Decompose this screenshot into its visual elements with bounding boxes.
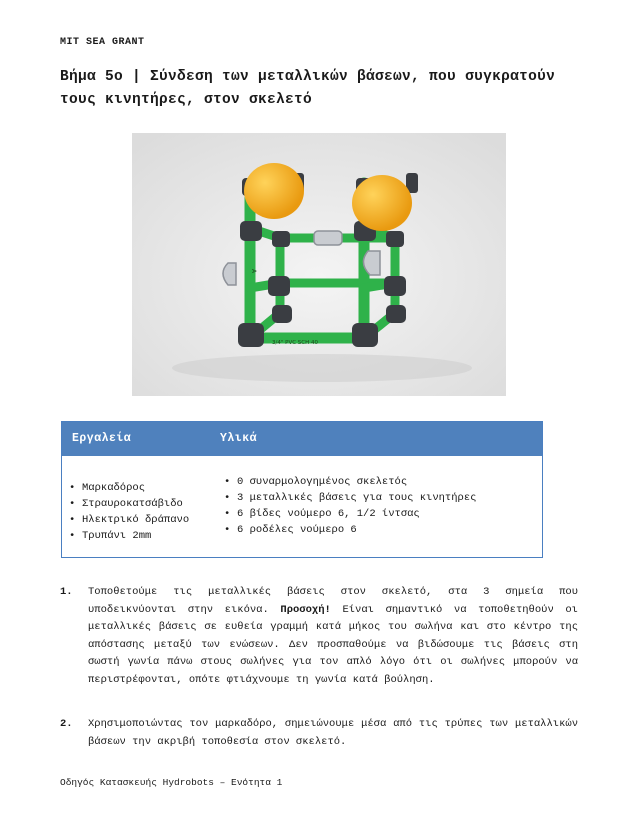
instruction-step-2 — [60, 716, 578, 751]
materials-list — [224, 474, 476, 538]
tools-header: Εργαλεία — [72, 432, 132, 445]
tool-item: • Μαρκαδόρος — [69, 480, 189, 496]
frame-photo — [132, 133, 506, 396]
tool-item: • Ηλεκτρικό δράπανο — [69, 512, 189, 528]
material-item: • 6 ροδέλες νούμερο 6 — [224, 522, 476, 538]
tool-item: • Τρυπάνι 2mm — [69, 528, 189, 544]
warning-emphasis: Προσοχή! — [280, 603, 331, 616]
material-item: • 3 μεταλλικές βάσεις για τους κινητήρες — [224, 490, 476, 506]
tool-item: • Στραυροκατσάβιδο — [69, 496, 189, 512]
material-item: • 0 συναρμολογημένος σκελετός — [224, 474, 476, 490]
instruction-text: Τοποθετούμε τις μεταλλικές βάσεις στον σκελετό, στα 3 σημεία που υποδεικνύονται στην εικόνα. Προσοχή! Είναι σημαντικό να τοποθετηθούν οι μεταλλικές βάσεις σε ευθεία γραμμή κατά μήκος του σωλήνα και στο κέντρο της απόστασης μεταξύ των ενώσεων. Δεν προσπαθούμε να βιδώσουμε τις βάσεις στη σωστή γωνία πάνω στους σωλήνες για τον απλό λόγο ότι οι σωλήνες μπορούν να περιστρέφονται, οπότε φτιάχνουμε τη γωνία κατά βούληση. — [88, 586, 578, 686]
table-header-row — [62, 422, 542, 456]
instruction-number: 1. — [60, 586, 73, 598]
instruction-number: 2. — [60, 718, 73, 730]
document-header-label: MIT SEA GRANT — [60, 37, 145, 48]
instruction-text: Χρησιμοποιώντας τον μαρκαδόρο, σημειώνουμε μέσα από τις τρύπες των μεταλλικών βάσεων την ακριβή τοποθεσία στον σκελετό. — [88, 718, 578, 748]
pipe-print-left: A — [250, 269, 257, 274]
step-title: Βήμα 5ο | Σύνδεση των μεταλλικών βάσεων, που συγκρατούν τους κινητήρες, στον σκελετό — [60, 69, 556, 108]
pipe-print-bottom: 3/4" PVC SCH 40 — [272, 340, 319, 346]
tools-list — [69, 480, 189, 544]
tools-materials-table — [61, 421, 543, 558]
material-item: • 6 βίδες νούμερο 6, 1/2 ίντσας — [224, 506, 476, 522]
materials-header: Υλικά — [220, 432, 258, 445]
instruction-step-1 — [60, 584, 578, 690]
page-footer: Οδηγός Κατασκευής Hydrobots – Ενότητα 1 — [60, 777, 283, 788]
